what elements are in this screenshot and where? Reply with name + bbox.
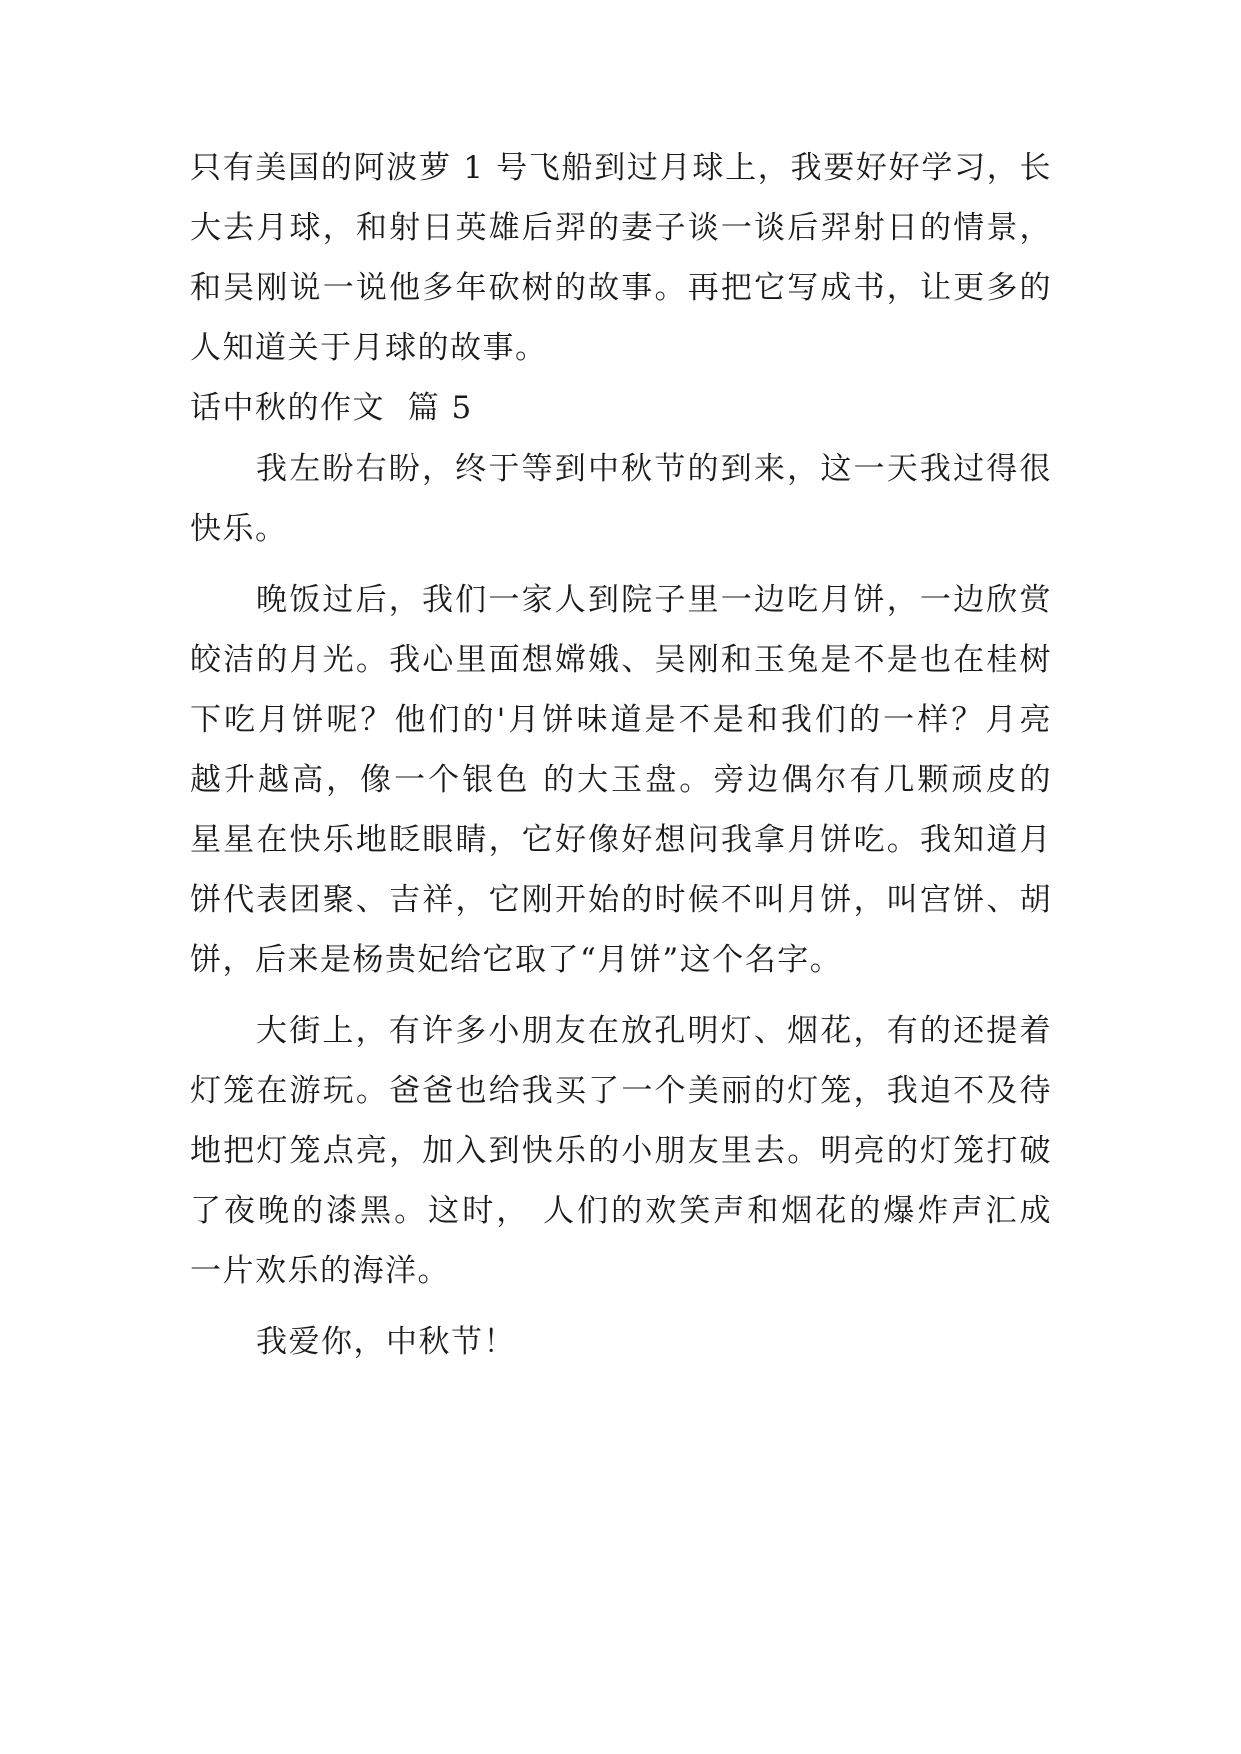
paragraph-3-line-1: 大街上，有许多小朋友在放孔明灯、烟花，有的还提着 (256, 1013, 1052, 1049)
paragraph-2-line-6: 饼代表团聚、吉祥，它刚开始的时候不叫月饼，叫宫饼、胡 (190, 882, 1052, 918)
intro-line-1: 只有美国的阿波萝 1 号飞船到过月球上，我要好好学习，长 (190, 150, 1052, 186)
paragraph-1-line-2: 快乐。 (190, 511, 288, 547)
intro-line-3: 和吴刚说一说他多年砍树的故事。再把它写成书，让更多的 (190, 270, 1052, 306)
paragraph-3-line-3: 地把灯笼点亮，加入到快乐的小朋友里去。明亮的灯笼打破 (190, 1133, 1052, 1169)
paragraph-2-line-4: 越升越高，像一个银色 的大玉盘。旁边偶尔有几颗顽皮的 (190, 762, 1052, 798)
paragraph-3-line-2: 灯笼在游玩。爸爸也给我买了一个美丽的灯笼，我迫不及待 (190, 1073, 1052, 1109)
paragraph-1-line-1: 我左盼右盼，终于等到中秋节的到来，这一天我过得很 (256, 451, 1052, 487)
paragraph-2-line-3: 下吃月饼呢？他们的'月饼味道是不是和我们的一样？月亮 (190, 702, 1052, 738)
paragraph-3-line-4: 了夜晚的漆黑。这时， 人们的欢笑声和烟花的爆炸声汇成 (190, 1193, 1052, 1229)
paragraph-3-line-5: 一片欢乐的海洋。 (190, 1253, 450, 1289)
paragraph-2-line-1: 晚饭过后，我们一家人到院子里一边吃月饼，一边欣赏 (256, 582, 1052, 618)
paragraph-4-line-1: 我爱你，中秋节！ (256, 1324, 516, 1360)
intro-line-2: 大去月球，和射日英雄后羿的妻子谈一谈后羿射日的情景， (190, 210, 1052, 246)
paragraph-2-line-5: 星星在快乐地眨眼睛，它好像好想问我拿月饼吃。我知道月 (190, 822, 1052, 858)
section-heading: 话中秋的作文 篇 5 (190, 390, 473, 426)
intro-line-4: 人知道关于月球的故事。 (190, 330, 548, 366)
paragraph-2-line-2: 皎洁的月光。我心里面想嫦娥、吴刚和玉兔是不是也在桂树 (190, 642, 1052, 678)
paragraph-2-line-7: 饼，后来是杨贵妃给它取了“月饼”这个名字。 (190, 942, 843, 978)
